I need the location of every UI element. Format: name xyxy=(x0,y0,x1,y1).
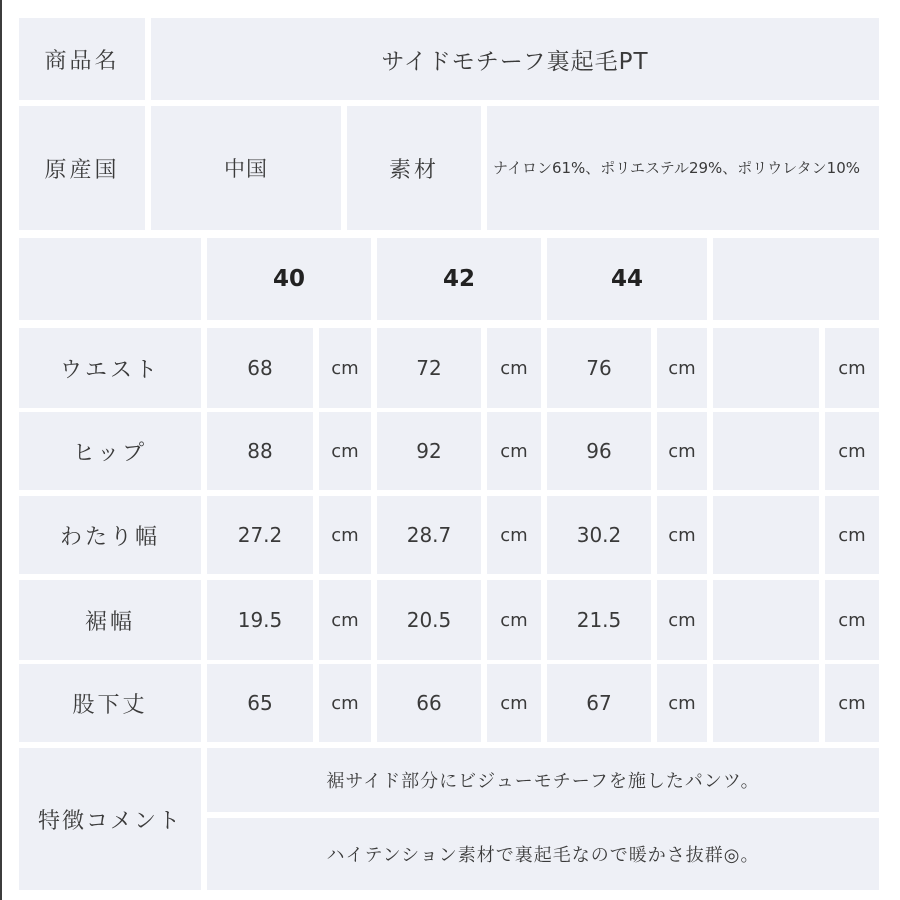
unit-label: cm xyxy=(487,580,541,660)
unit-label: cm xyxy=(319,580,371,660)
unit-label: cm xyxy=(487,328,541,408)
unit-label: cm xyxy=(319,664,371,742)
origin-label: 原産国 xyxy=(19,106,145,230)
size-header-blank xyxy=(19,238,201,320)
material-value: ナイロン61%、ポリエステル29%、ポリウレタン10% xyxy=(487,106,879,230)
measurement-value xyxy=(713,412,819,490)
measurement-label: ウエスト xyxy=(19,328,201,408)
measurement-value: 66 xyxy=(377,664,481,742)
measurement-label: わたり幅 xyxy=(19,496,201,574)
measurement-value: 65 xyxy=(207,664,313,742)
unit-label: cm xyxy=(825,664,879,742)
unit-label: cm xyxy=(487,412,541,490)
unit-label: cm xyxy=(825,412,879,490)
measurement-value xyxy=(713,580,819,660)
measurement-value: 72 xyxy=(377,328,481,408)
measurement-label: 股下丈 xyxy=(19,664,201,742)
unit-label: cm xyxy=(319,412,371,490)
unit-label: cm xyxy=(657,328,707,408)
measurement-value: 68 xyxy=(207,328,313,408)
unit-label: cm xyxy=(825,580,879,660)
feature-comment-line: 裾サイド部分にビジューモチーフを施したパンツ。 xyxy=(207,748,879,812)
measurement-value: 96 xyxy=(547,412,651,490)
unit-label: cm xyxy=(825,328,879,408)
measurement-value: 92 xyxy=(377,412,481,490)
measurement-value: 21.5 xyxy=(547,580,651,660)
measurement-value: 27.2 xyxy=(207,496,313,574)
measurement-value: 30.2 xyxy=(547,496,651,574)
size-header-extra xyxy=(713,238,879,320)
measurement-value: 28.7 xyxy=(377,496,481,574)
unit-label: cm xyxy=(657,496,707,574)
size-header-40: 40 xyxy=(207,238,371,320)
measurement-value: 19.5 xyxy=(207,580,313,660)
measurement-value: 76 xyxy=(547,328,651,408)
measurement-value: 88 xyxy=(207,412,313,490)
measurement-label: 裾幅 xyxy=(19,580,201,660)
product-name-label: 商品名 xyxy=(19,18,145,100)
origin-value: 中国 xyxy=(151,106,341,230)
measurement-value xyxy=(713,664,819,742)
unit-label: cm xyxy=(487,664,541,742)
measurement-value xyxy=(713,496,819,574)
left-edge-border xyxy=(0,0,2,900)
measurement-label: ヒップ xyxy=(19,412,201,490)
unit-label: cm xyxy=(657,412,707,490)
features-label: 特徴コメント xyxy=(19,748,201,890)
unit-label: cm xyxy=(319,496,371,574)
material-label: 素材 xyxy=(347,106,481,230)
measurement-value xyxy=(713,328,819,408)
size-header-42: 42 xyxy=(377,238,541,320)
unit-label: cm xyxy=(487,496,541,574)
unit-label: cm xyxy=(657,664,707,742)
measurement-value: 67 xyxy=(547,664,651,742)
unit-label: cm xyxy=(825,496,879,574)
right-edge-border xyxy=(883,0,900,900)
unit-label: cm xyxy=(657,580,707,660)
size-header-44: 44 xyxy=(547,238,707,320)
unit-label: cm xyxy=(319,328,371,408)
measurement-value: 20.5 xyxy=(377,580,481,660)
feature-comment-line: ハイテンション素材で裏起毛なので暖かさ抜群◎。 xyxy=(207,818,879,890)
product-name-value: サイドモチーフ裏起毛PT xyxy=(151,18,879,100)
